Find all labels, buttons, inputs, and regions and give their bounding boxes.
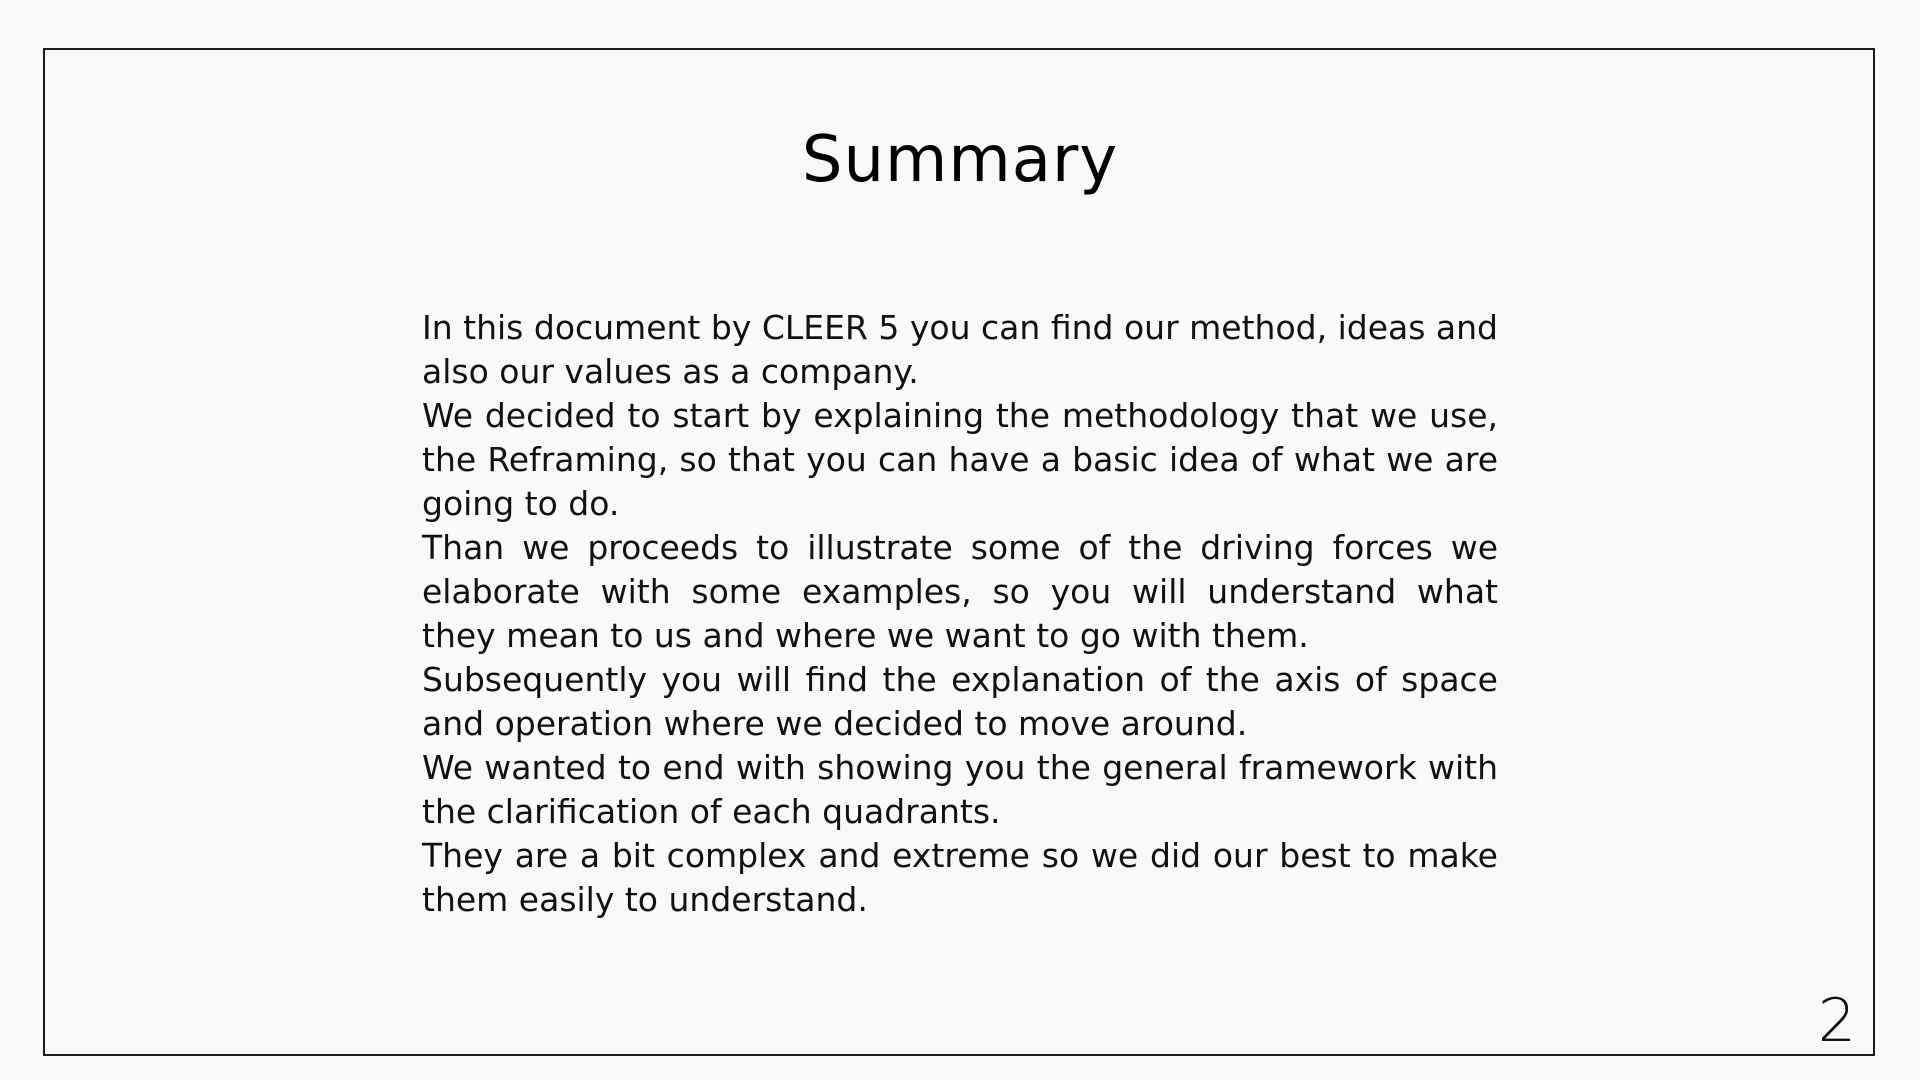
- page-number: 2: [1817, 986, 1856, 1056]
- summary-paragraph-3: Than we proceeds to illustrate some of the driving forces we elaborate with some examples, so you will understand what they mean to us and where we want to go with them.: [422, 528, 1498, 655]
- summary-paragraph-6: They are a bit complex and extreme so we did our best to make them easily to understand.: [422, 836, 1498, 919]
- page-title: Summary: [801, 123, 1119, 197]
- summary-paragraph-1: In this document by CLEER 5 you can find our method, ideas and also our values as a company.: [422, 308, 1498, 391]
- summary-paragraph-2: We decided to start by explaining the methodology that we use, the Reframing, so that you can have a basic idea of what we are going to do.: [422, 396, 1498, 523]
- summary-paragraph-4: Subsequently you will find the explanation of the axis of space and operation where we decided to move around.: [422, 660, 1498, 743]
- summary-paragraph-5: We wanted to end with showing you the general framework with the clarification of each quadrants.: [422, 748, 1498, 831]
- summary-body: [422, 306, 1498, 922]
